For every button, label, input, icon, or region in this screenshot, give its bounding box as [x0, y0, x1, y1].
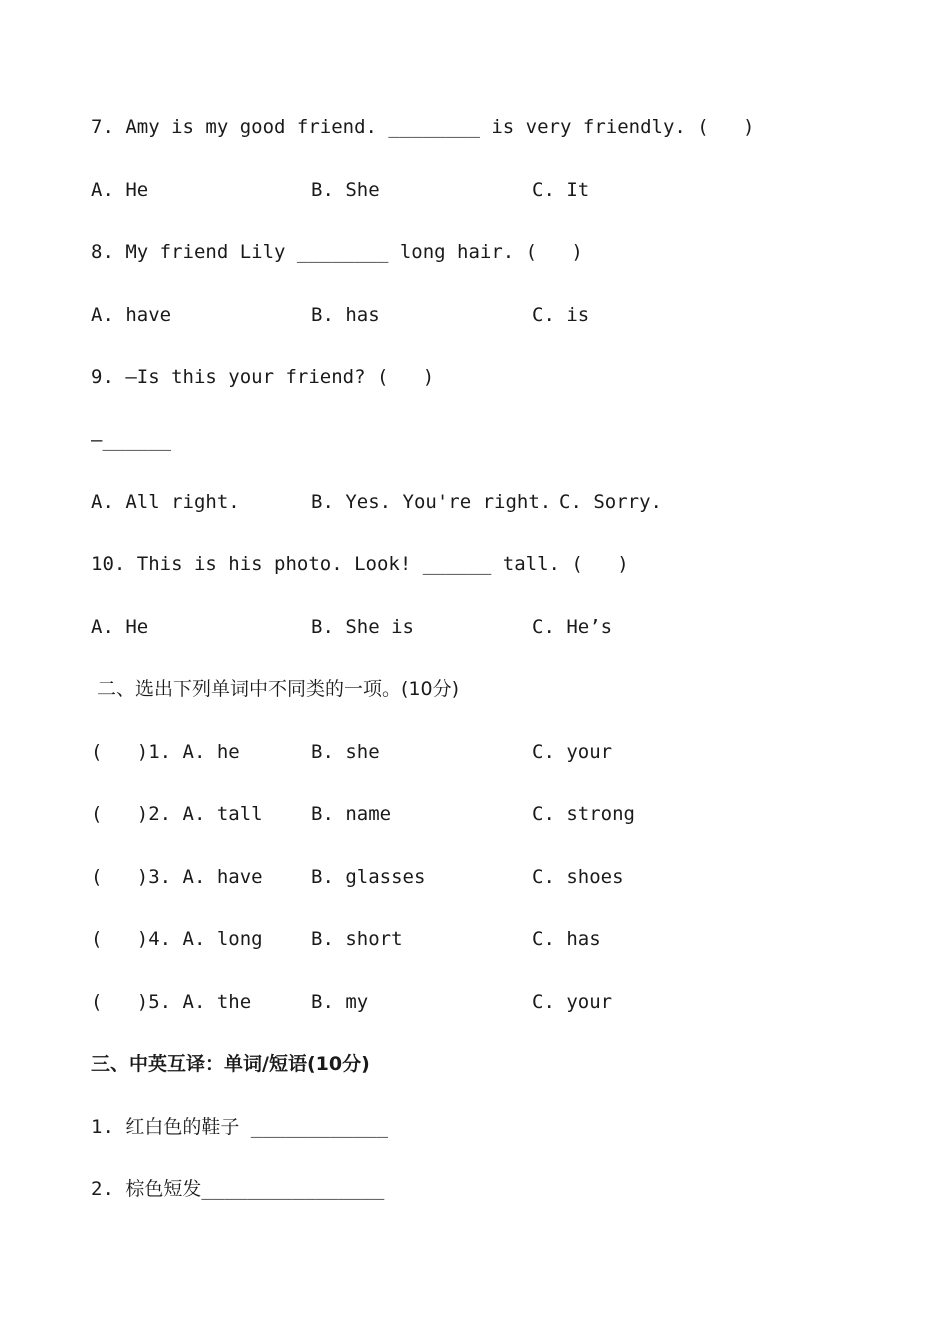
- item-option-c: C. your: [532, 741, 613, 763]
- option-c: C. It: [532, 179, 590, 201]
- item-option-a: ( )4. A. long: [91, 928, 263, 950]
- section-3-heading: 三、中英互译：单词/短语(10分): [91, 1053, 370, 1075]
- option-b: B. has: [311, 304, 380, 326]
- option-b: B. Yes. You're right.: [311, 491, 552, 513]
- odd-one-out-item: [91, 865, 851, 889]
- odd-one-out-item: [91, 990, 851, 1014]
- odd-one-out-item: [91, 802, 851, 826]
- option-b: B. She: [311, 179, 380, 201]
- item-option-c: C. shoes: [532, 866, 624, 888]
- question-8: 8. My friend Lily ________ long hair. ( ): [91, 241, 583, 263]
- option-c: C. Sorry.: [559, 491, 662, 513]
- translation-item: 1. 红白色的鞋子 ____________: [91, 1116, 389, 1138]
- question-7: 7. Amy is my good friend. ________ is very friendly. ( ): [91, 116, 755, 138]
- question-10-options: [91, 615, 851, 639]
- translation-item: 2. 棕色短发________________: [91, 1178, 385, 1200]
- option-a: A. All right.: [91, 491, 240, 513]
- item-option-a: ( )2. A. tall: [91, 803, 263, 825]
- section-2-heading: 二、选出下列单词中不同类的一项。(10分): [91, 678, 460, 700]
- option-c: C. He’s: [532, 616, 613, 638]
- question-9: 9. —Is this your friend? ( ): [91, 366, 435, 388]
- item-option-c: C. strong: [532, 803, 635, 825]
- item-option-a: ( )5. A. the: [91, 991, 252, 1013]
- odd-one-out-item: [91, 740, 851, 764]
- item-option-a: ( )1. A. he: [91, 741, 240, 763]
- question-9-reply: —______: [91, 429, 172, 451]
- item-option-c: C. your: [532, 991, 613, 1013]
- item-option-b: B. glasses: [311, 866, 426, 888]
- question-9-options: [91, 490, 851, 514]
- option-c: C. is: [532, 304, 590, 326]
- item-option-a: ( )3. A. have: [91, 866, 263, 888]
- odd-one-out-item: [91, 927, 851, 951]
- item-option-b: B. my: [311, 991, 369, 1013]
- question-8-options: [91, 303, 851, 327]
- option-a: A. He: [91, 616, 149, 638]
- question-10: 10. This is his photo. Look! ______ tall. ( ): [91, 553, 629, 575]
- item-option-b: B. she: [311, 741, 380, 763]
- item-option-c: C. has: [532, 928, 601, 950]
- option-a: A. have: [91, 304, 172, 326]
- item-option-b: B. name: [311, 803, 392, 825]
- option-a: A. He: [91, 179, 149, 201]
- item-option-b: B. short: [311, 928, 403, 950]
- option-b: B. She is: [311, 616, 414, 638]
- question-7-options: [91, 178, 851, 202]
